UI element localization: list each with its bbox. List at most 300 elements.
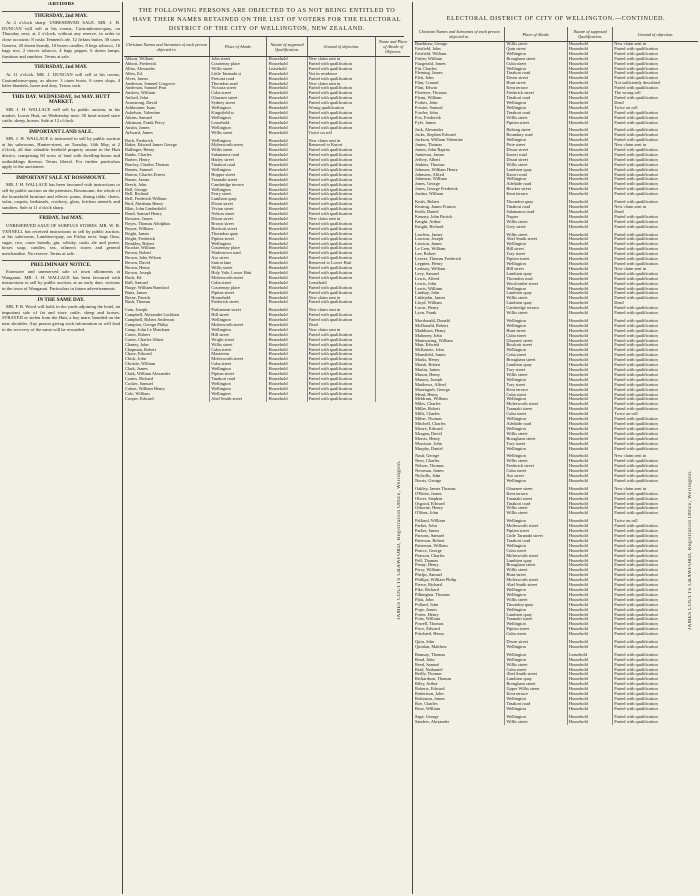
ground-of-objection: Parted with qualification [614, 558, 658, 563]
ground-of-objection: Parted with qualification [614, 421, 658, 426]
ground-of-objection: Parted with qualification [307, 197, 376, 202]
qualification: Household [267, 276, 307, 281]
ground-of-objection: Parted with qualification [614, 363, 658, 368]
qualification: Household [567, 237, 612, 242]
place-of-abode: Molesworth street [210, 323, 267, 328]
qualification: Household [567, 437, 612, 442]
place-of-abode: Cuba street [505, 62, 567, 67]
qualification: Household [567, 339, 612, 344]
place-of-abode: Boundary road [505, 133, 567, 138]
ground-of-objection: Dead [614, 100, 624, 105]
column-header: Nature of supposed Qualification. [567, 27, 612, 42]
place-of-abode: Courtenay place [210, 62, 267, 67]
place-of-abode: Cuba street [505, 632, 567, 637]
place-of-abode: Woolcombe street [505, 282, 567, 287]
qualification: Household [567, 645, 612, 650]
ground-of-objection: Parted with qualification [307, 207, 376, 212]
qualification: Household [567, 672, 612, 677]
voter-name: Boyes, Thomas Adolphus [124, 222, 210, 227]
ground-of-objection: Parted with qualification [614, 652, 658, 657]
place-of-abode: Cuba street [505, 412, 567, 417]
voter-name: Jones, George Frederick [414, 187, 505, 192]
place-of-abode: Dixon street [210, 217, 267, 222]
ground-of-objection: Not sufficiently described [614, 81, 660, 86]
place-of-abode: Pretoria road [210, 77, 267, 82]
place-of-abode: Hunt street [505, 329, 567, 334]
qualification: Household [267, 121, 307, 126]
voter-name: Marsh, Robert [414, 363, 505, 368]
place-of-abode: Parliament street [210, 308, 267, 313]
place-of-abode: Masterton [210, 352, 267, 357]
qualification: Household [567, 353, 612, 358]
voter-name: Camp, John Le Marchant [124, 328, 210, 333]
place-of-abode: Wellington [505, 106, 567, 111]
ground-of-objection: Parted with qualification [614, 529, 658, 534]
ground-of-objection: Parted with qualification [614, 469, 658, 474]
ground-of-objection: Parted with qualification [614, 167, 658, 172]
place-of-abode: Willis street [505, 568, 567, 573]
voter-name: Clark, William Alexander [124, 372, 210, 377]
place-of-abode: Kent terrace [505, 388, 567, 393]
qualification: Household [267, 242, 307, 247]
advert-text: MR. J. H. WALLACE has been favoured with instructions to sell by public auction on the premises, Rossmount, the whole of the household furniture and effects: piano, dining table, chairs, sofas, carpets, bedsteads, crockery, glass, kitchen utensils and sundries. Sale at 11 o'clock sharp. [2, 182, 120, 210]
place-of-abode: Wellington [505, 348, 567, 353]
qualification: Household [267, 318, 307, 323]
place-of-abode: Cuba street [210, 348, 267, 353]
qualification: Household [267, 232, 307, 237]
qualification: Leasehold [267, 67, 307, 72]
qualification: Household [567, 658, 612, 663]
place-of-abode: Pirie street [505, 143, 567, 148]
place-of-abode: Sydney street [210, 101, 267, 106]
ground-of-objection: Parted with qualification [307, 352, 376, 357]
ground-of-objection: Parted with qualification [614, 587, 658, 592]
voter-name: Parker, John [414, 524, 505, 529]
place-of-abode: Wellington [210, 168, 267, 173]
ground-of-objection: Parted with qualification [307, 271, 376, 276]
place-of-abode: Willis street [505, 296, 567, 301]
voter-name: Mansfield, James [414, 353, 505, 358]
voter-name: Chick, John [124, 357, 210, 362]
qualification: Household [567, 301, 612, 306]
place-of-abode: Aro street [210, 256, 267, 261]
place-of-abode: Willis street [505, 511, 567, 516]
voter-name: Bach, Frederick [124, 139, 210, 144]
voter-name: Price, Edward [414, 627, 505, 632]
ground-of-objection: Parted with qualification [614, 459, 658, 464]
place-of-abode: Tinakori road [210, 163, 267, 168]
qualification: Household [567, 192, 612, 197]
place-of-abode: Willis street [210, 266, 267, 271]
place-of-abode: Hill street [505, 267, 567, 272]
voter-name: Morris, Henry [414, 437, 505, 442]
ground-of-objection: Parted with qualification [614, 115, 658, 120]
ground-of-objection: Parted with qualification [614, 701, 658, 706]
voter-name: Robinson, James [414, 697, 505, 702]
place-of-abode: Wellington [210, 242, 267, 247]
ground-of-objection: Parted with qualification [307, 126, 376, 131]
place-of-abode: Dixon street [505, 640, 567, 645]
voter-name: Kenney, John Patrick [414, 215, 505, 220]
ground-of-objection: Parted with qualification [307, 96, 376, 101]
qualification: Household [567, 412, 612, 417]
qualification: Household [267, 192, 307, 197]
qualification: Household [567, 715, 612, 720]
voter-name: Bird, Abraham Henry [124, 202, 210, 207]
voter-name: Roe, Charles [414, 702, 505, 707]
place-of-abode: Ghuznee street [505, 487, 567, 492]
advert-text: Extensive and unreserved sale of town allotments at Wanganui. MR. J. H. WALLACE has been favoured with instructions to sell by public auction, at an early date, sections in the town of Wanganui. Particulars in future advertisements. [2, 269, 120, 291]
voter-name: Nicholls, John [414, 474, 505, 479]
voter-name: Fairfield, John [414, 47, 505, 52]
ground-of-objection: Parted with qualification [614, 177, 658, 182]
place-of-abode: Brougham street [505, 563, 567, 568]
place-of-abode: Wellington [210, 318, 267, 323]
voter-name: Flynn, William [414, 96, 505, 101]
voter-name: Atkins, Samuel [124, 116, 210, 121]
qualification: Household [567, 252, 612, 257]
qualification: Household [567, 427, 612, 432]
qualification: Household [567, 96, 612, 101]
place-of-abode: Willis street [505, 720, 567, 725]
place-of-abode: Wellington [505, 397, 567, 402]
ground-of-objection: New claim sent in [307, 308, 376, 313]
ground-of-objection: Parted with qualification [307, 227, 376, 232]
voter-name: Lewis, John [414, 282, 505, 287]
place-of-abode: Little Taranaki st [210, 72, 267, 77]
voter-name: Bell, George [124, 188, 210, 193]
voter-name: Lyon, Frank [414, 311, 505, 316]
ground-of-objection: Parted with qualification [307, 266, 376, 271]
place-of-abode: Wellington [505, 67, 567, 72]
ground-of-objection: Parted with qualification [614, 506, 658, 511]
auctions-heading: Auctions [47, 2, 75, 7]
voter-name: Bradshaw, George [414, 42, 505, 47]
voter-name: Mills, Charles [414, 412, 505, 417]
qualification: Household [567, 544, 612, 549]
voter-name: Potts, William [414, 617, 505, 622]
place-of-abode: Tory street [505, 368, 567, 373]
voter-name: Pike, Richard [414, 588, 505, 593]
ground-of-objection: Parted with qualification [614, 464, 658, 469]
place-of-abode: Willis street [505, 432, 567, 437]
ground-of-objection: Parted with qualification [614, 553, 658, 558]
ground-of-objection: Parted with qualification [307, 387, 376, 392]
ground-of-objection: Parted with qualification [614, 578, 658, 583]
voter-name: Cohen, William Henry [124, 387, 210, 392]
ground-of-objection: Parted with qualification [614, 276, 658, 281]
ground-of-objection: Parted with qualification [614, 56, 658, 61]
qualification: Household [567, 588, 612, 593]
voter-name: Lewis, Alfred [414, 277, 505, 282]
ground-of-objection: Parted with qualification [307, 173, 376, 178]
place-of-abode: Willis street [505, 598, 567, 603]
qualification: Household [267, 197, 307, 202]
place-of-abode: Brougham street [505, 437, 567, 442]
ground-of-objection: Parted with qualification [614, 162, 658, 167]
ground-of-objection: Parted with qualification [307, 242, 376, 247]
qualification: Household [567, 492, 612, 497]
qualification: Household [567, 247, 612, 252]
voter-name: Flint, Conrad [414, 81, 505, 86]
ground-of-objection: Parted with qualification [307, 222, 376, 227]
voter-name: Knight, Richard [414, 225, 505, 230]
place-of-abode: Taranaki street [505, 497, 567, 502]
qualification: Household [567, 334, 612, 339]
ground-of-objection: Parted with qualification [614, 157, 658, 162]
notice-title: THE FOLLOWING PERSONS ARE OBJECTED TO AS NOT BEING ENTITLED TO HAVE THEIR NAMES RETAINED ON THE LIST OF VOTERS FOR THE ELECTORAL DISTRICT OF THE CITY OF WELLINGTON, NEW ZEALAND. [130, 6, 404, 37]
column-header: Ground of objection. [307, 37, 376, 57]
ground-of-objection: Parted with qualification [614, 372, 658, 377]
voter-name: Leaver, Thomas Frederick [414, 257, 505, 262]
voter-name: Banks, Charles [124, 153, 210, 158]
ground-of-objection: New claim sent in [307, 296, 376, 301]
qualification: Household [267, 62, 307, 67]
voter-name: Patterson, William [414, 544, 505, 549]
ground-of-objection: Parted with qualification [307, 192, 376, 197]
qualification: Household [267, 237, 307, 242]
ground-of-objection: Parted with qualification [614, 677, 658, 682]
voter-name: Buck, Ed. [124, 276, 210, 281]
qualification: Household [567, 720, 612, 725]
ground-of-objection: Parted with qualification [307, 77, 376, 82]
place-of-abode: Kent terrace [505, 86, 567, 91]
qualification: Household [567, 539, 612, 544]
voter-name: Barber, Henry [124, 158, 210, 163]
voter-name: Carter, Charles Albert [124, 338, 210, 343]
place-of-abode: Pipitea street [210, 372, 267, 377]
ground-of-objection: Parted with qualification [307, 318, 376, 323]
ground-of-objection: Parted with qualification [614, 247, 658, 252]
ground-of-objection: Parted with qualification [614, 491, 658, 496]
place-of-abode: Dixon street [505, 158, 567, 163]
voter-name: Bowater, James [124, 217, 210, 222]
place-of-abode: Grey street [505, 225, 567, 230]
place-of-abode: Lambton quay [505, 363, 567, 368]
qualification: Household [567, 47, 612, 52]
place-of-abode: Lambton quay [505, 272, 567, 277]
objector-cell [376, 397, 410, 402]
qualification: Household [267, 148, 307, 153]
place-of-abode: Thorndon quay [505, 200, 567, 205]
qualification: Household [567, 603, 612, 608]
qualification: Household [567, 282, 612, 287]
qualification: Household [267, 153, 307, 158]
ground-of-objection: Not in residence [307, 72, 376, 77]
ground-of-objection: Parted with qualification [614, 200, 658, 205]
place-of-abode: Courtenay place [210, 246, 267, 251]
qualification: Household [267, 343, 307, 348]
qualification: Household [567, 559, 612, 564]
ground-of-objection: Parted with qualification [614, 219, 658, 224]
voter-name: Fowler, John [414, 111, 505, 116]
ground-of-objection: Parted with qualification [614, 224, 658, 229]
qualification: Household [567, 511, 612, 516]
qualification: Household [567, 568, 612, 573]
qualification: Household [267, 227, 307, 232]
voter-name: Allan, Alexander [124, 67, 210, 72]
ground-of-objection: Parted with qualification [614, 95, 658, 100]
ground-of-objection: Parted with qualification [614, 348, 658, 353]
qualification: Household [567, 205, 612, 210]
qualification: Household [567, 422, 612, 427]
ground-of-objection: Parted with qualification [307, 367, 376, 372]
ground-of-objection: Parted with qualification [614, 66, 658, 71]
voter-name: Porter, Henry [414, 613, 505, 618]
qualification: Household [567, 702, 612, 707]
place-of-abode: Wellington [505, 544, 567, 549]
qualification: Household [567, 272, 612, 277]
ground-of-objection: Parted with qualification [307, 232, 376, 237]
voter-name: Fleming, James [414, 71, 505, 76]
place-of-abode: Wellington [505, 378, 567, 383]
ground-of-objection: New claim sent in [307, 328, 376, 333]
place-of-abode: Nelson street [210, 212, 267, 217]
qualification: Household [567, 388, 612, 393]
voter-name: Lindsay, John [414, 291, 505, 296]
ground-of-objection: Parted with qualification [614, 257, 658, 262]
qualification: Household [567, 393, 612, 398]
column-rule [412, 2, 413, 894]
voter-name: Keating, James Francis [414, 205, 505, 210]
voter-name: Oakley, James Thomas [414, 487, 505, 492]
voter-name: Chase, Edward [124, 352, 210, 357]
qualification: Household [567, 111, 612, 116]
qualification: Household [267, 328, 307, 333]
voter-name: Ballinger, Henry [124, 148, 210, 153]
place-of-abode: Abel Smith street [505, 672, 567, 677]
qualification: Household [267, 323, 307, 328]
voter-name: Mazengarb, George [414, 388, 505, 393]
qualification: Household [567, 474, 612, 479]
voter-name: Chaney, John [124, 343, 210, 348]
qualification: Household [567, 287, 612, 292]
place-of-abode: Cuba street [505, 668, 567, 673]
ground-of-objection: Parted with qualification [614, 672, 658, 677]
place-of-abode: Frederick street [505, 464, 567, 469]
place-of-abode: Lambton quay [505, 677, 567, 682]
voter-name: Cain, Joseph [124, 308, 210, 313]
qualification: Household [267, 86, 307, 91]
place-of-abode: Willis street [505, 506, 567, 511]
place-of-abode: Cuba street [505, 353, 567, 358]
place-of-abode: Ferry street [210, 192, 267, 197]
qualification: Household [267, 397, 307, 402]
voter-name: Lucas, Henry [414, 306, 505, 311]
voter-name: Brinkley, Robert [124, 242, 210, 247]
place-of-abode: Pipitea street [210, 291, 267, 296]
voter-name: Jackson, William Valentine [414, 138, 505, 143]
ground-of-objection: Parted with qualification [614, 474, 658, 479]
place-of-abode: Abel Smith street [505, 237, 567, 242]
qualification: Household [567, 267, 612, 272]
place-of-abode: Tinakori road [505, 111, 567, 116]
qualification: Household [567, 373, 612, 378]
place-of-abode: Wellington [210, 382, 267, 387]
place-of-abode: Tory street [505, 442, 567, 447]
place-of-abode: Wellington [505, 707, 567, 712]
place-of-abode: Wellington [505, 622, 567, 627]
place-of-abode: Cuba street [210, 362, 267, 367]
place-of-abode: Wellington [210, 106, 267, 111]
place-of-abode: Wellington [505, 242, 567, 247]
place-of-abode: Brougham street [505, 57, 567, 62]
qualification: Household [567, 487, 612, 492]
place-of-abode: Cuba street [505, 549, 567, 554]
qualification: Household [567, 668, 612, 673]
voter-name: Rose, William [414, 707, 505, 712]
ground-of-objection: Parted with qualification [307, 392, 376, 397]
qualification: Household [267, 96, 307, 101]
voter-name: Fyfe, James [414, 121, 505, 126]
place-of-abode: Brougham street [505, 358, 567, 363]
qualification: Household [267, 212, 307, 217]
qualification: Household [267, 126, 307, 131]
qualification: Household [567, 417, 612, 422]
place-of-abode: Wellington [505, 177, 567, 182]
qualification: Household [267, 139, 307, 144]
voter-name: Fisher, William [414, 57, 505, 62]
ground-of-objection: Parted with qualification [614, 172, 658, 177]
qualification: Household [567, 76, 612, 81]
ground-of-objection: Parted with qualification [614, 152, 658, 157]
ground-of-objection: Parted with qualification [307, 111, 376, 116]
place-of-abode: Willis street [505, 663, 567, 668]
ground-of-objection: Parted with qualification [614, 617, 658, 622]
ground-of-objection: Removed to Lower Hutt [307, 261, 376, 266]
qualification: Household [567, 363, 612, 368]
qualification: Household [567, 573, 612, 578]
qualification: Household [567, 210, 612, 215]
qualification: Household [567, 598, 612, 603]
voter-name: Beech, John [124, 183, 210, 188]
voter-name: Flett, John [414, 76, 505, 81]
place-of-abode: Dixon street [505, 76, 567, 81]
place-of-abode: Adelaide road [505, 422, 567, 427]
voter-name: Phillips, William Philip [414, 578, 505, 583]
place-of-abode: Dixon street [505, 148, 567, 153]
ground-of-objection: Parted with qualification [614, 232, 658, 237]
ground-of-objection: Parted with qualification [614, 714, 658, 719]
ground-of-objection: Parted with qualification [614, 548, 658, 553]
advert-text: MR. F. R. Wood will hold, in the yards adjoining the hotel, an important sale of fat and store cattle, sheep and horses. STRAYED or stolen from the Hutt, a bay mare, branded on the near shoulder. Any person giving such information as will lead to the recovery of the same will be rewarded. [2, 304, 120, 332]
voter-name: Bell, Frederick William [124, 197, 210, 202]
ground-of-objection: Parted with qualification [614, 568, 658, 573]
place-of-abode: Lambton quay [505, 559, 567, 564]
ground-of-objection: Parted with qualification [614, 662, 658, 667]
ground-of-objection: Twice on roll [614, 105, 638, 110]
voter-name: Christie, William [124, 362, 210, 367]
ground-of-objection: Parted with qualification [614, 353, 658, 358]
place-of-abode: Wellington [505, 653, 567, 658]
ground-of-objection: Dead [614, 301, 624, 306]
qualification: Household [567, 329, 612, 334]
voter-name: James, Thomas [414, 143, 505, 148]
voter-name: Osborne, Henry [414, 506, 505, 511]
place-of-abode: Lambton quay [210, 197, 267, 202]
ground-of-objection: Wrong qualification [307, 106, 376, 111]
ground-of-objection: Parted with qualification [307, 333, 376, 338]
voter-name: O'Brien, James [414, 492, 505, 497]
advert-text: UNRESERVED SALE OF SURPLUS STORES. MR. W. B. VENNELL has received instructions to sell by public auction, at his salerooms, Lambton-quay, on Friday next: bags flour, sugar, rice, cases brandy, gin, whisky, casks ale and porter, boxes soap, candles, tea, oilmen's stores and general merchandise. No reserve. Terms at sale. [2, 223, 120, 256]
ground-of-objection: Parted with qualification [614, 110, 658, 115]
voter-name: Lawless, James [414, 233, 505, 238]
place-of-abode: Boulcott street [210, 227, 267, 232]
voter-name: Brockie, William [124, 246, 210, 251]
place-of-abode: Hunt street [505, 573, 567, 578]
qualification: Household [567, 383, 612, 388]
ground-of-objection: Dead [307, 323, 376, 328]
